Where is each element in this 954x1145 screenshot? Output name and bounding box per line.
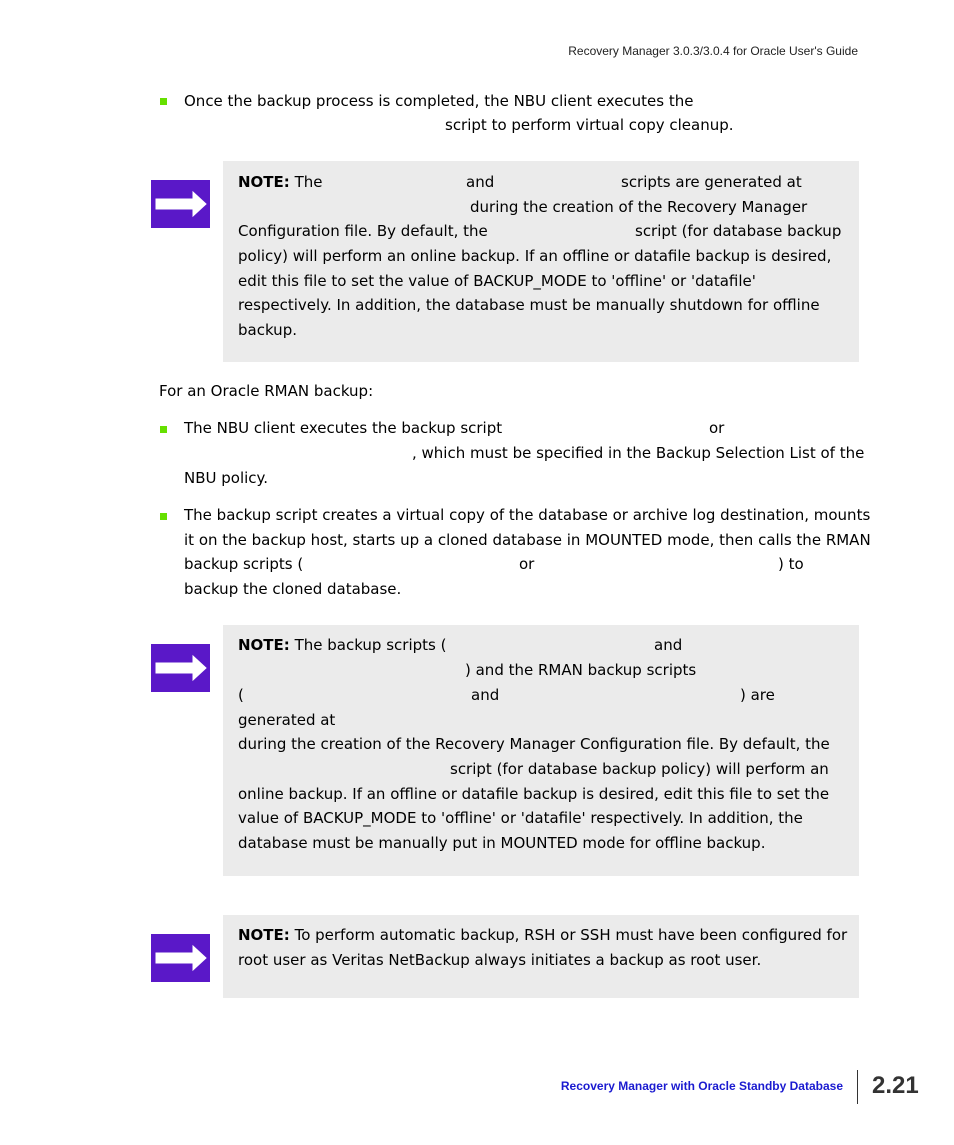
note-label: NOTE:: [238, 636, 290, 654]
rman-intro: For an Oracle RMAN backup:: [159, 382, 374, 400]
note2-text: generated at: [238, 711, 336, 729]
bullet2-text: or: [709, 419, 725, 437]
note1-text: respectively. In addition, the database must be manually shutdown for offline: [238, 296, 820, 314]
arrow-right-icon: [151, 644, 210, 692]
note1-text: during the creation of the Recovery Manager: [470, 198, 808, 216]
note2-text: The backup scripts (: [294, 636, 447, 654]
footer-divider: [857, 1070, 858, 1104]
bullet3-text: ) to: [778, 555, 804, 573]
bullet3-text: The backup script creates a virtual copy of the database or archive log destination, mounts: [184, 506, 871, 524]
note3-text: root user as Veritas NetBackup always initiates a backup as root user.: [238, 951, 762, 969]
note1-text: script (for database backup: [635, 222, 842, 240]
bullet3-text: backup scripts (: [184, 555, 304, 573]
page-number: 2.21: [872, 1072, 919, 1099]
note1-text: policy) will perform an online backup. If an offline or datafile backup is desired,: [238, 247, 832, 265]
bullet1-line1: Once the backup process is completed, the NBU client executes the: [184, 92, 694, 110]
note1-text: backup.: [238, 321, 297, 339]
arrow-right-icon: [151, 934, 210, 982]
note1-text: edit this file to set the value of BACKUP_MODE to 'offline' or 'datafile': [238, 272, 756, 290]
square-bullet-icon: [160, 426, 167, 433]
bullet3-text: it on the backup host, starts up a cloned database in MOUNTED mode, then calls the RMAN: [184, 531, 871, 549]
note2-text: during the creation of the Recovery Manager Configuration file. By default, the: [238, 735, 830, 753]
note2-text: and: [654, 636, 683, 654]
note1-text: The: [294, 173, 323, 191]
note-label: NOTE:: [238, 173, 290, 191]
footer-chapter-title: Recovery Manager with Oracle Standby Database: [560, 1079, 843, 1093]
note1-text: and: [466, 173, 495, 191]
running-header: Recovery Manager 3.0.3/3.0.4 for Oracle User's Guide: [568, 44, 858, 58]
bullet3-text: or: [519, 555, 535, 573]
note1-text: scripts are generated at: [621, 173, 802, 191]
note2-text: (: [238, 686, 244, 704]
note2-text: value of BACKUP_MODE to 'offline' or 'datafile' respectively. In addition, the: [238, 809, 803, 827]
arrow-right-icon: [151, 180, 210, 228]
bullet2-text: , which must be specified in the Backup Selection List of the: [412, 444, 865, 462]
note-box-3: [223, 915, 859, 998]
note3-text: To perform automatic backup, RSH or SSH must have been configured for: [294, 926, 848, 944]
note1-text: Configuration file. By default, the: [238, 222, 488, 240]
note2-text: ) and the RMAN backup scripts: [465, 661, 697, 679]
square-bullet-icon: [160, 98, 167, 105]
bullet2-text: The NBU client executes the backup script: [184, 419, 503, 437]
note-box-2: [223, 625, 859, 876]
note2-text: script (for database backup policy) will perform an: [450, 760, 829, 778]
bullet1-line2: script to perform virtual copy cleanup.: [445, 116, 734, 134]
note2-text: and: [471, 686, 500, 704]
bullet3-text: backup the cloned database.: [184, 580, 402, 598]
note2-text: online backup. If an offline or datafile backup is desired, edit this file to set the: [238, 785, 830, 803]
bullet2-text: NBU policy.: [184, 469, 269, 487]
note2-text: database must be manually put in MOUNTED mode for offline backup.: [238, 834, 766, 852]
square-bullet-icon: [160, 513, 167, 520]
note2-text: ) are: [740, 686, 775, 704]
note-label: NOTE:: [238, 926, 290, 944]
note-box-1: [223, 161, 859, 362]
